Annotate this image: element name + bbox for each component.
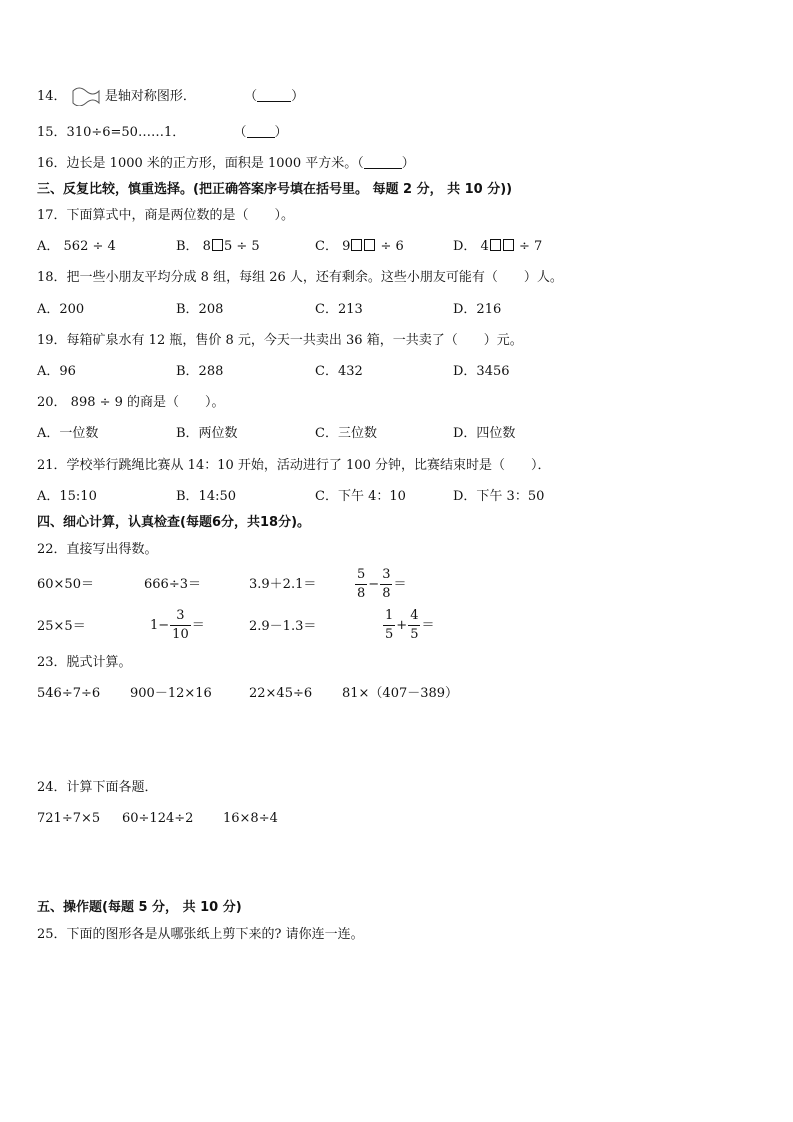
q23-stem: 23．脱式计算。 — [37, 655, 132, 670]
q25-stem: 25．下面的图形各是从哪张纸上剪下来的? 请你连一连。 — [37, 927, 364, 942]
denominator: 5 — [410, 627, 419, 642]
denominator: 5 — [385, 627, 394, 642]
question-15 — [37, 123, 288, 143]
q24-expr-2: 60÷124÷2 — [122, 811, 194, 826]
q18-option-d[interactable]: D．216 — [453, 302, 502, 317]
q23-expr-4: 81×（407－389） — [342, 686, 459, 701]
q18-option-b[interactable]: B．208 — [176, 302, 224, 317]
q24-expr-1: 721÷7×5 — [37, 811, 101, 826]
q18-option-c[interactable]: C．213 — [315, 302, 363, 317]
q22-r1c4 — [354, 566, 406, 603]
denominator: 8 — [357, 586, 366, 601]
numerator: 3 — [380, 566, 392, 585]
numerator: 3 — [170, 607, 191, 626]
prefix: 1− — [150, 618, 170, 633]
q14-number: 14． — [37, 89, 67, 104]
q17-option-d[interactable] — [453, 237, 542, 257]
q16-paren-right: ） — [401, 156, 415, 171]
empty-box-icon — [364, 239, 375, 251]
q23-expr-3: 22×45÷6 — [249, 686, 313, 701]
q20-option-d[interactable]: D．四位数 — [453, 426, 516, 441]
numerator: 4 — [408, 607, 420, 626]
q24-stem: 24．计算下面各题． — [37, 780, 158, 795]
q20-option-c[interactable]: C．三位数 — [315, 426, 377, 441]
q22-r1c2: 666÷3＝ — [144, 577, 201, 592]
q19-option-c[interactable]: C．432 — [315, 364, 363, 379]
numerator: 5 — [355, 566, 367, 585]
q22-stem: 22．直接写出得数。 — [37, 542, 158, 557]
numerator: 1 — [383, 607, 395, 626]
q17-option-d-pre: D． 4 — [453, 239, 489, 254]
section-5-title: 五、操作题(每题 5 分， 共 10 分) — [37, 900, 242, 915]
equals: ＝ — [393, 577, 407, 592]
q17-option-b[interactable] — [176, 237, 260, 257]
empty-box-icon — [212, 239, 223, 251]
empty-box-icon — [490, 239, 501, 251]
q22-r2c2 — [150, 607, 205, 644]
q14-answer-blank[interactable] — [257, 87, 291, 102]
q21-option-c[interactable]: C．下午 4：10 — [315, 489, 406, 504]
section-3-title: 三、反复比较，慎重选择。(把正确答案序号填在括号里。 每题 2 分， 共 10 分)) — [37, 182, 513, 197]
denominator: 8 — [382, 586, 391, 601]
q22-r2c1: 25×5＝ — [37, 619, 86, 634]
q17-option-d-post: ÷ 7 — [518, 239, 543, 254]
q17-option-b-post: 5 ÷ 5 — [223, 239, 260, 254]
operator: + — [396, 618, 408, 633]
fraction — [408, 607, 420, 644]
q15-answer-blank[interactable] — [247, 123, 275, 138]
q20-option-a[interactable]: A．一位数 — [37, 426, 99, 441]
equals: ＝ — [421, 618, 435, 633]
denominator: 10 — [172, 627, 189, 642]
q14-text: 是轴对称图形． — [104, 89, 196, 104]
q14-paren-right: ） — [291, 89, 305, 104]
equals: ＝ — [191, 618, 205, 633]
q17-option-c-post: ÷ 6 — [380, 239, 404, 254]
q17-option-a[interactable]: A． 562 ÷ 4 — [37, 239, 116, 254]
question-16 — [37, 154, 415, 174]
q21-stem: 21．学校举行跳绳比赛从 14：10 开始，活动进行了 100 分钟，比赛结束时是（ ）． — [37, 458, 551, 473]
q23-expr-1: 546÷7÷6 — [37, 686, 101, 701]
q21-option-b[interactable]: B．14:50 — [176, 489, 237, 504]
q19-option-a[interactable]: A．96 — [37, 364, 76, 379]
q20-stem: 20． 898 ÷ 9 的商是（ ）。 — [37, 395, 225, 410]
q15-text: 15．310÷6=50……1． — [37, 125, 186, 140]
q21-option-d[interactable]: D．下午 3：50 — [453, 489, 545, 504]
fraction — [355, 566, 367, 603]
q19-stem: 19．每箱矿泉水有 12 瓶，售价 8 元，今天一共卖出 36 箱，一共卖了（ ）元。 — [37, 333, 523, 348]
q15-paren-left: （ — [233, 125, 247, 140]
q16-text: 16．边长是 1000 米的正方形，面积是 1000 平方米。（ — [37, 156, 364, 171]
q17-option-c[interactable] — [315, 237, 404, 257]
q19-option-d[interactable]: D．3456 — [453, 364, 510, 379]
fraction — [380, 566, 392, 603]
fraction — [383, 607, 395, 644]
q22-r1c1: 60×50＝ — [37, 577, 94, 592]
q17-option-b-pre: B． 8 — [176, 239, 211, 254]
q19-option-b[interactable]: B．288 — [176, 364, 224, 379]
q22-r2c3: 2.9－1.3＝ — [249, 619, 317, 634]
wave-flag-icon — [71, 86, 101, 113]
q24-expr-3: 16×8÷4 — [223, 811, 278, 826]
q23-expr-2: 900－12×16 — [130, 686, 212, 701]
q22-r2c4 — [382, 607, 434, 644]
empty-box-icon — [503, 239, 514, 251]
q15-paren-right: ） — [274, 125, 288, 140]
q21-option-a[interactable]: A．15:10 — [37, 489, 97, 504]
q20-option-b[interactable]: B．两位数 — [176, 426, 238, 441]
fraction — [170, 607, 191, 644]
operator: − — [368, 577, 380, 592]
q18-option-a[interactable]: A．200 — [37, 302, 85, 317]
empty-box-icon — [351, 239, 362, 251]
question-14 — [37, 86, 304, 113]
q17-option-c-pre: C． 9 — [315, 239, 351, 254]
q14-paren-left: （ — [244, 89, 258, 104]
q22-r1c3: 3.9＋2.1＝ — [249, 577, 317, 592]
q17-stem: 17．下面算式中，商是两位数的是（ ）。 — [37, 208, 295, 223]
q16-answer-blank[interactable] — [364, 154, 402, 169]
q18-stem: 18．把一些小朋友平均分成 8 组，每组 26 人，还有剩余。这些小朋友可能有（ ）人。 — [37, 270, 563, 285]
section-4-title: 四、细心计算，认真检查(每题6分，共18分)。 — [37, 515, 311, 530]
